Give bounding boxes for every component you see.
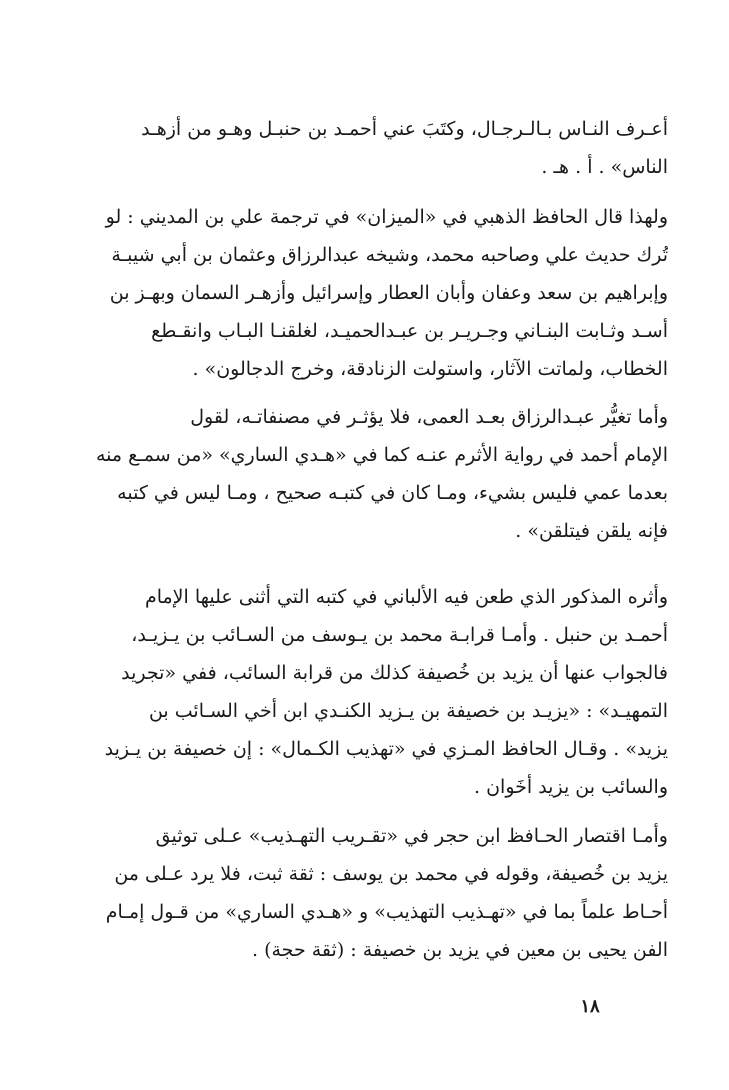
paragraph-2 (72, 198, 668, 388)
paragraph-line: الناس» . أ . هـ . (541, 156, 668, 178)
paragraph-line: أسـد وثـابت البنـاني وجـريـر بن عبـدالحميـد، لغلقنـا البـاب وانقـطع (151, 320, 668, 342)
paragraph-line: ولهذا قال الحافظ الذهبي في «الميزان» في ترجمة علي بن المديني : لو (105, 206, 668, 228)
paragraph-4 (72, 578, 668, 806)
paragraph-line: وأمـا اقتصار الحـافظ ابن حجر في «تقـريب التهـذيب» عـلى توثيق (155, 825, 668, 847)
paragraph-line: والسائب بن يزيد أخَوان . (474, 776, 668, 798)
paragraph-1 (72, 110, 668, 186)
paragraph-line: أعـرف النـاس بـالـرجـال، وكتَبَ عني أحمـد بن حنبـل وهـو من أزهـد (141, 118, 668, 140)
page-number: ١٨ (580, 996, 600, 1017)
paragraph-line: فالجواب عنها أن يزيد بن خُصيفة كذلك من قرابة السائب، ففي «تجريد (121, 662, 668, 684)
paragraph-line: فإنه يلقن فيتلقن» . (515, 520, 668, 542)
paragraph-line: تُرك حديث علي وصاحبه محمد، وشيخه عبدالرزاق وعثمان بن أبي شيبـة (111, 244, 668, 266)
paragraph-3 (72, 398, 668, 550)
paragraph-line: الخطاب، ولماتت الآثار، واستولت الزنادقة، وخرج الدجالون» . (192, 358, 668, 380)
paragraph-line: أحمـد بن حنبل . وأمـا قرابـة محمد بن يـوسف من السـائب بن يـزيـد، (131, 624, 668, 646)
paragraph-line: الإمام أحمد في رواية الأثرم عنـه كما في «هـدي الساري» «من سمـع منه (95, 444, 668, 466)
paragraph-line: يزيد» . وقـال الحافظ المـزي في «تهذيب الكـمال» : إن خصيفة بن يـزيد (104, 738, 668, 760)
paragraph-line: وأما تغيُّر عبـدالرزاق بعـد العمى، فلا يؤثـر في مصنفاتـه، لقول (190, 406, 668, 428)
paragraph-line: بعدما عمي فليس بشيء، ومـا كان في كتبـه صحيح ، ومـا ليس في كتبه (117, 482, 668, 504)
paragraph-line: وإبراهيم بن سعد وعفان وأبان العطار وإسرائيل وأزهـر السمان وبهـز بن (109, 282, 668, 304)
paragraph-line: يزيد بن خُصيفة، وقوله في محمد بن يوسف : ثقة ثبت، فلا يرد عـلى من (114, 863, 668, 885)
paragraph-5 (72, 817, 668, 969)
paragraph-line: التمهيـد» : «يزيـد بن خصيفة بن يـزيد الكنـدي ابن أخي السـائب بن (148, 700, 668, 722)
paragraph-line: وأثره المذكور الذي طعن فيه الألباني في كتبه التي أثنى عليها الإمام (144, 586, 668, 608)
paragraph-line: الفن يحيى بن معين في يزيد بن خصيفة : (ثقة حجة) . (252, 939, 668, 961)
paragraph-line: أحـاط علماً بما في «تهـذيب التهذيب» و «هـدي الساري» من قـول إمـام (105, 901, 668, 923)
